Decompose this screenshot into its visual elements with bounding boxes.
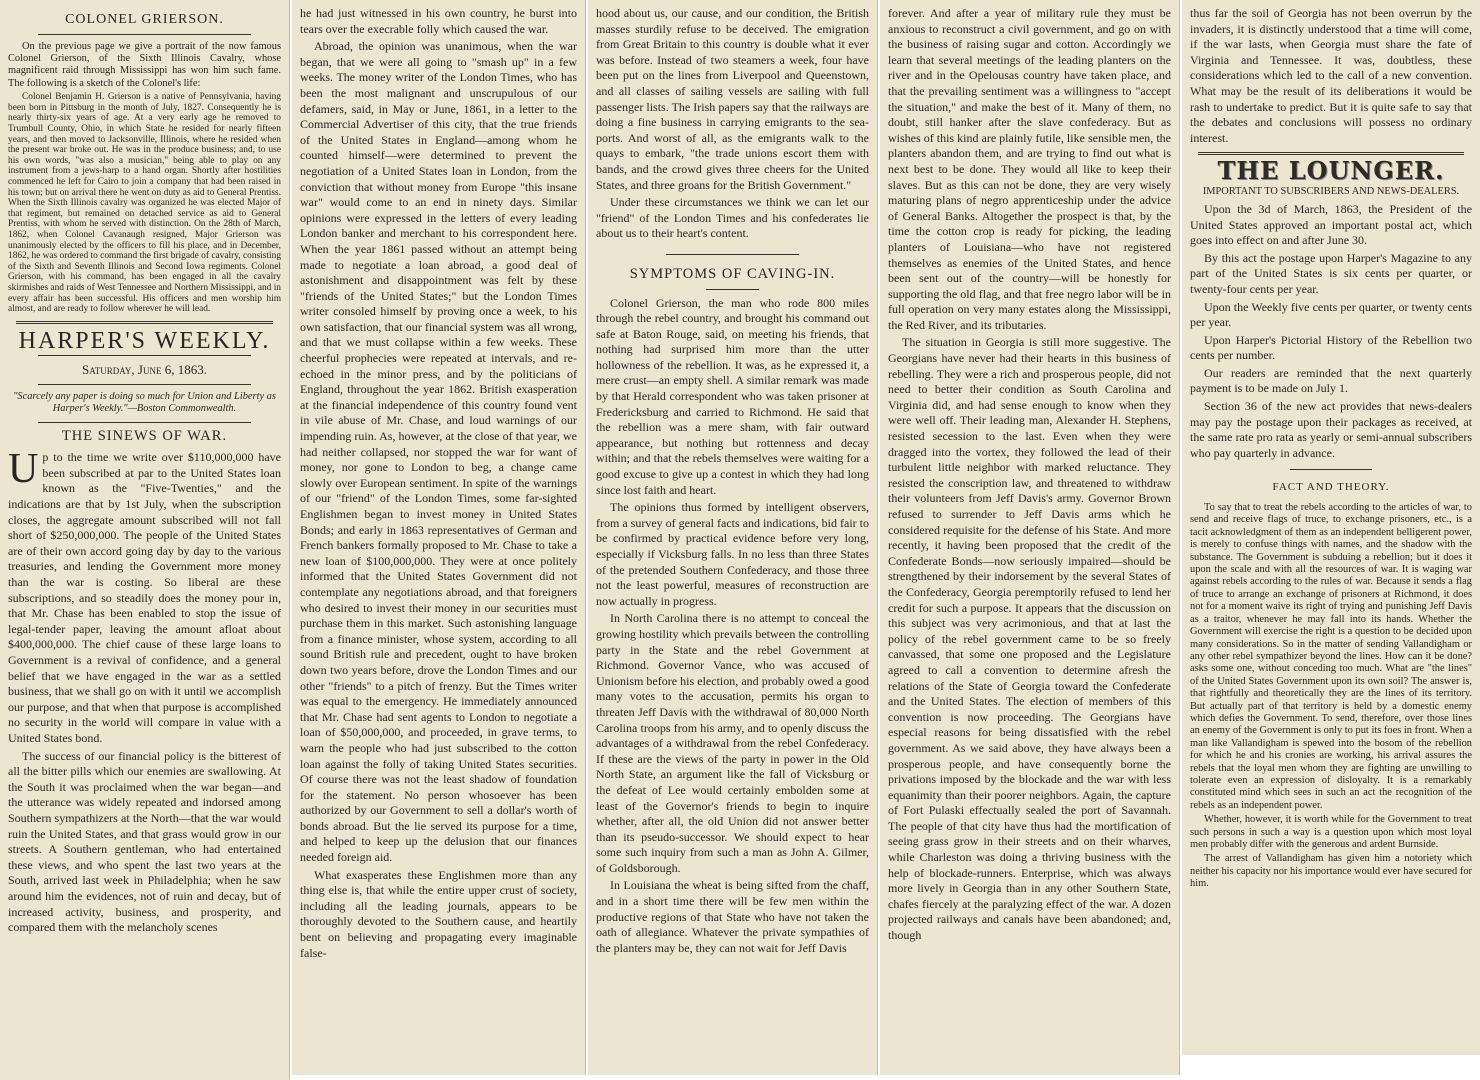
paragraph: In Louisiana the wheat is being sifted from the chaff, and in a short time there will be few men within the productive regions of that State who have not taken the oath of allegiance. Whatever the private sympathies of the planters may be, they can not wait for Jeff Davis (596, 878, 869, 955)
paragraph: thus far the soil of Georgia has not been overrun by the invaders, it is distinctly understood that a time will come, if the war lasts, when Georgia must share the fate of Virginia and Tennessee. It was, doubtless, these considerations which led to the call of a new convention. What may be the result of its deliberations it would be rash to undertake to predict. But it is quite safe to say that the debates and conclusions will possess no ordinary interest. (1190, 6, 1472, 145)
sinews-heading: THE SINEWS OF WAR. (61, 427, 228, 444)
grierson-intro: On the previous page we give a portrait of the now famous Colonel Grierson, of the Sixth Illinois Cavalry, whose magnificent raid through Mississippi has won him such fame. The following is a sketch of the Colonel's life: (8, 40, 281, 89)
notice-heading: IMPORTANT TO SUBSCRIBERS AND NEWS-DEALERS. (1202, 185, 1460, 197)
paragraph: Abroad, the opinion was unanimous, when the war began, that we were all going to "smash up" in a few weeks. The money writer of the London Times, who has been the most malignant and unscrupulous of our defamers, said, in May or June, 1861, in a letter to the Commercial Advertiser of this city, that the true friends of the United States in England—among whom he counted himself—were determined to prevent the negotiation of a United States loan in London, from the conviction that without money from Europe "this insane war" would come to an end in ninety days. Similar opinions were expressed in the letters of every leading London banker and merchant to his correspondent here. When the year 1861 passed without an attempt being made to negotiate a loan abroad, a good deal of astonishment and disappointment was felt by these "friends of the United States;" but the London Times writer consoled himself by proving once a week, to his own satisfaction, that our financial system was all wrong, and that we must collapse within a few weeks. These cheerful prophecies were repeated at intervals, and re-echoed in the minor press, and by the politicians of England, throughout the year 1862. British exasperation at the financial independence of this country found vent in vile abuse of Mr. Chase, and loud warnings of our impending ruin. As, however, at the close of that year, we had neither collapsed, nor stopped the war for want of money, nor gone to London to beg, a change came slowly over European sentiment. In spite of the warnings of our "friend" of the London Times, some far-sighted Englishmen began to invest money in United States Bonds; and early in 1863 representatives of German and French bankers formally proposed to Mr. Chase to take a new loan of $100,000,000. They were at once politely informed that the United States Government did not contemplate any negotiations abroad, and that foreigners who desired to invest their money in our securities must purchase them in this market. Such astonishing language from a finance minister, whose system, according to all sound British rule and precedent, ought to have broken down two years before, drove the London Times and our other "friends" to a pitch of frenzy. But the Times writer was equal to the emergency. He immediately announced that Mr. Chase had sent agents to London to negotiate a loan of $50,000,000, and proceeded, in grave terms, to warn the people who had just subscribed to the cotton loan against the folly of taking United States securities. Of course there was not the least shadow of foundation for the statement. No person whosoever has been authorized by our Government to sell a dollar's worth of bonds abroad. But the lie served its purpose for a time, and helped to keep up the delusion that our finances needed foreign aid. (300, 39, 577, 865)
paragraph: The situation in Georgia is still more suggestive. The Georgians have never had their hearts in this business of rebelling. They were a rich and prosperous people, did not need to better their condition as South Carolina and Virginia did, and had sense enough to know when they were well off. Their leading man, Alexander H. Stephens, resisted secession to the last. Even when they were dragged into the vortex, they followed the lead of their turbulent little neighbor with marked reluctance. They resisted the conscription law, and threatened to withdraw their volunteers from Jeff Davis's army. Governor Brown refused to surrender to Jeff Davis arms which he considered requisite for the defense of his State. And more recently, it having been proposed that the credit of the Confederate Bonds—now seriously impaired—should be strengthened by their indorsement by the several States of the Confederacy, Georgia peremptorily refused to lend her credit for such a purpose. It appears that the discussion on this subject was very acrimonious, and that at last the policy of the rebel government came to be so freely canvassed, that some one proposed and the Legislature agreed to call a convention to determine afresh the relations of the State of Georgia toward the Confederate and the United States. The election of members of this convention is now proceeding. The Georgians have especial reasons for being dissatisfied with the rebel government. As we said above, they have always been a prosperous people, and have consequently borne the privations imposed by the blockade and the war with less equanimity than their poorer neighbors. Again, the capture of Fort Pulaski effectually sealed the port of Savannah. The people of that city have thus had the mortification of seeing grass grow in their streets and on their wharves, while Charleston was doing a thriving business with the help of blockade-runners. Enterprise, which was always more lively in Georgia than in any other Southern State, chafes fiercely at the paralyzing effect of the war. A dozen projected railways and canals have been abandoned; and, though (888, 335, 1171, 943)
divider (38, 384, 251, 385)
paragraph: Upon the 3d of March, 1863, the President of the United States approved an important postal act, which goes into effect on and after June 30. (1190, 201, 1472, 248)
column-3 (588, 0, 878, 1075)
paragraph: Upon Harper's Pictorial History of the Rebellion two cents per number. (1190, 332, 1472, 363)
sinews-paragraph-2: The success of our financial policy is the bitterest of all the bitter pills which our enemies are swallowing. At the South it was proclaimed when the war began—and the utterance was widely repeated and indorsed among Southern sympathizers at the North—that the war would ruin the United States, and that grass would grow in our streets. A Southern gentleman, who had entertained these views, and who spent the last two years at the South, arrived last week in Philadelphia; when he saw around him the evidences, not of ruin and decay, but of increased activity, business, and prosperity, and compared them with the melancholy scenes (8, 748, 281, 935)
divider (38, 422, 251, 423)
sinews-paragraph (8, 446, 281, 746)
issue-date: Saturday, June 6, 1863. (82, 362, 207, 378)
drop-cap: U (8, 446, 39, 493)
divider (1290, 469, 1372, 470)
paragraph: hood about us, our cause, and our condition, the British masses sturdily refuse to be deceived. The emigration from Great Britain to this country is double what it ever was before. Instead of two steamers a week, four have been put on the lines from Liverpool and Queenstown, and all classes of sailing vessels are sailing with full passenger lists. The Irish papers say that the railways are doing a fine business in carrying emigrants to the sea-ports. And worst of all, as the emigrants walk to the quays to embark, "the trade unions escort them with bands, and the crowd gives three cheers for the United States, and three groans for the British Government." (596, 6, 869, 192)
column-4 (880, 0, 1180, 1075)
paragraph: In North Carolina there is no attempt to conceal the growing hostility which prevails between the controlling party in the State and the rebel Government at Richmond. Governor Vance, who was accused of Unionism before his election, and probably owed a good many votes to the accusation, permits his organ to threaten Jeff Davis with the withdrawal of 80,000 North Carolina troops from his army, and to openly discuss the advantages of a withdrawal from the rebel Confederacy. If these are the views of the party in power in the Old North State, an argument like the fall of Vicksburg or the defeat of Lee would certainly embolden some at least of the Governor's friends to begin to inquire whether, after all, the old Union did not answer better than its pseudo-successor. We should expect to hear some such inquiry from such a man as John A. Gilmer, of Goldsborough. (596, 611, 869, 875)
paragraph: What exasperates these Englishmen more than any thing else is, that while the entire upper crust of society, including all the leading journals, appears to be thoroughly devoted to the Southern cause, and heartily bent on believing and propagating every imaginable false- (300, 867, 577, 960)
paragraph: Our readers are reminded that the next quarterly payment is to be made on July 1. (1190, 365, 1472, 396)
paragraph: forever. And after a year of military rule they must be anxious to reconstruct a civil government, and go on with the business of raising sugar and cotton. Accordingly we learn that several meetings of the leading planters on the river and in the Opelousas country have taken place, and that the prevailing sentiment was a willingness to "accept the situation," and make the best of it. Many of them, no doubt, still hanker after the slave confederacy. But as wishes of this kind are plainly futile, like sensible men, the planters abandon them, and are trying to find out what is next best to be done. They would all like to keep their slaves. But as this can not be done, they are very wisely maturing plans of negro apprenticeship under the advice of General Banks. Altogether the prospect is that, by the time the cotton crop is ready for picking, the leading planters of Louisiana—who have not registered themselves as enemies of the United States, and hence been sent out of the country—will be honestly for supporting the old flag, and that free negro labor will be in full operation on very many estates along the Mississippi, the Red River, and its tributaries. (888, 6, 1171, 332)
symptoms-heading: SYMPTOMS OF CAVING-IN. (629, 265, 836, 282)
epigraph: "Scarcely any paper is doing so much for Union and Liberty as Harper's Weekly."—Boston Commonwealth. (13, 390, 276, 415)
grierson-bio: Colonel Benjamin H. Grierson is a native of Pennsylvania, having been born in Pittsburg in the month of July, 1827. Consequently he is nearly thirty-six years of age. At a very early age he removed to Trumbull County, Ohio, in which State he resided for nearly fifteen years, and then moved to Jacksonville, Illinois, where he resided when the present war broke out. He was in the produce business; and, to use his own words, "was also a musician," being able to play on any instrument from a jews-harp to a hand organ. Shortly after hostilities commenced he left for Cairo to join a company that had been raised in his town; but on arrival there he went on duty as aid to General Prentiss. When the Sixth Illinois cavalry was organized he was elected Major of that regiment, but remained on detached service as aid to General Prentiss, with whom he served with distinction. On the 28th of March, 1862, when Colonel Cavanaugh resigned, Major Grierson was unanimously elected by the officers to fill his place, and in December, 1862, he was ordered to command the first brigade of cavalry, consisting of the Sixth and Seventh Illinois and Second Iowa regiments. Colonel Grierson, with his command, has been engaged in all the cavalry skirmishes and raids of West Tennessee and Northern Mississippi, and in every affair has been successful. His officers and men worship him almost, and are ready to follow wherever he will lead. (8, 92, 282, 315)
lounger-heading: THE LOUNGER. (1217, 156, 1445, 186)
column-1 (0, 0, 290, 1080)
divider (16, 321, 273, 324)
paragraph: The opinions thus formed by intelligent observers, from a survey of general facts and indications, bid fair to be confirmed by practical evidence before very long, especially if Vicksburg falls. In no less than three States of the pretended Southern Confederacy, and those three not the least powerful, measures of reconstruction are now actually in progress. (596, 500, 869, 608)
divider (666, 254, 799, 255)
paragraph: Colonel Grierson, the man who rode 800 miles through the rebel country, and brought his command out safe at Baton Rouge, said, on meeting his friends, that nothing had surprised him more than the utter hollowness of the rebellion. It was, as he expressed it, a mere crust—an empty shell. A similar remark was made by that Herald correspondent who was taken prisoner at Fredericksburg and carried to Richmond. He said that the rebellion was a mere sham, with fair outward appearance, but nothing but rottenness and decay within; and that the rebels themselves were waiting for a good excuse to give up a contest in which they had long since lost faith and heart. (596, 295, 869, 497)
divider (1198, 152, 1464, 155)
column-2 (292, 0, 586, 1075)
fact-heading: FACT AND THEORY. (1272, 481, 1390, 494)
masthead: HARPER'S WEEKLY. (18, 327, 271, 354)
paragraph: By this act the postage upon Harper's Magazine to any part of the United States is six cents per quarter, or twenty-four cents per year. (1190, 250, 1472, 296)
divider (706, 289, 759, 290)
paragraph: Whether, however, it is worth while for the Government to treat such persons in such a way is a question upon which most loyal men probably differ with the generous and ardent Burnside. (1190, 814, 1472, 850)
paragraph: The arrest of Vallandigham has given him a notoriety which neither his capacity nor his importance would ever have secured for him. (1190, 853, 1472, 890)
paragraph: To say that to treat the rebels according to the articles of war, to send and receive flags of truce, to exchange prisoners, etc., is a tacit acknowledgment of them as an independent belligerent power, is merely to confuse things with names, and the shadow with the substance. The Government is subduing a rebellion; but it does it upon the scale and with all the resources of war. It is waging war against rebels according to the rules of war. Because it sends a flag of truce to arrange an exchange of prisoners at Richmond, it does not for a moment waive its right of trying and punishing Jeff Davis as a traitor, whenever he may fall into its hands. Whether the Government will exercise the right is a question to be decided upon many considerations. So in the matter of sending Vallandigham or any other rebel sympathizer beyond the lines. How can it be done? asks some one, without conceding too much. What are "the lines" of the United States Government upon its own soil? The answer is, that rightfully and theoretically they are the lines of its territory. But actually part of that territory is held by a domestic enemy which defies the Government. To send, therefore, over those lines an enemy of the Government is only to put its foes in front. When a man like Vallandigham is spewed into the bosom of the rebellion for which he and his cronies are working, his arrival assures the rebels that the loyal men whom they are fighting are unwilling to tolerate even an expression of disloyalty. It is a remarkably constituted mind which sees in such an act the recognition of the rebels as an independent power. (1190, 502, 1472, 811)
divider (38, 34, 251, 35)
paragraph: Under these circumstances we think we can let our "friend" of the London Times and his confederates lie about us to their heart's content. (596, 195, 869, 241)
paragraph: Section 36 of the new act provides that news-dealers may pay the postage upon their packages as received, at the same rate pro rata as yearly or semi-annual subscribers who pay quarterly in advance. (1190, 399, 1472, 460)
grierson-heading: COLONEL GRIERSON. (65, 12, 224, 27)
divider (38, 355, 251, 356)
paragraph: he had just witnessed in his own country, he burst into tears over the execrable folly which caused the war. (300, 6, 577, 36)
paragraph: Upon the Weekly five cents per quarter, or twenty cents per year. (1190, 299, 1472, 330)
column-5 (1182, 0, 1480, 1055)
sinews-text: p to the time we write over $110,000,000 have been subscribed at par to the United States loan known as the "Five-Twenties," and the indications are that by 1st July, when the subscription closes, the aggregate amount subscribed will not fall short of $250,000,000. The people of the United States are of their own accord going day by day to the various treasuries, and lending the Government more money than the war is costing. So liberal are these subscriptions, and so steadily does the money pour in, that Mr. Chase has been enabled to stop the issue of legal-tender paper, leaving the amount afloat about $400,000,000. The chief cause of these large loans to Government is a revival of confidence, and a general belief that we have engaged in the war as a settled business, that we shall go on with it until we accomplish our purpose, and that when that purpose is accomplished no security in the world will compare in value with a United States bond. (8, 450, 281, 745)
